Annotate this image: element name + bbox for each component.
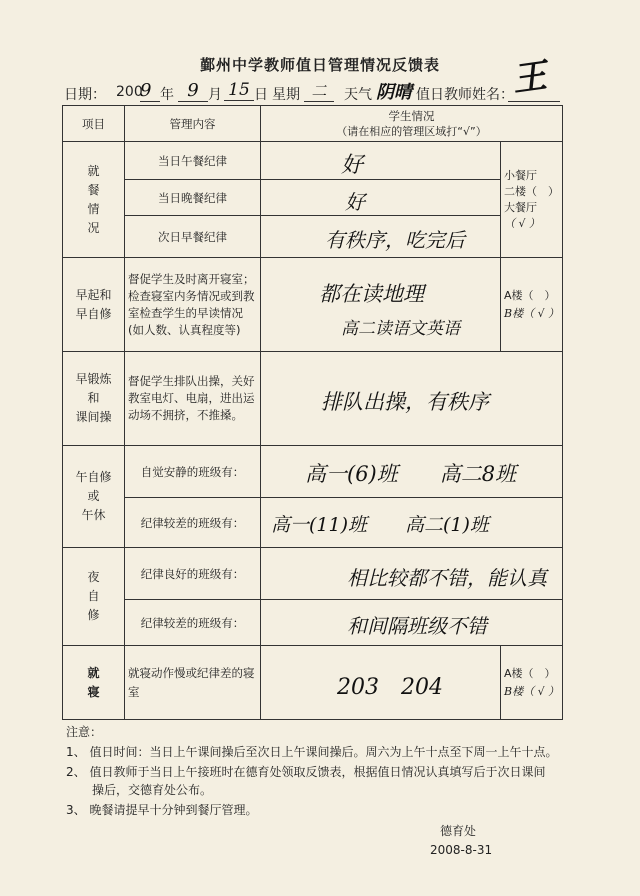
- header-student-instruction: （请在相应的管理区域打“√”）: [336, 124, 487, 138]
- header-content: 管理内容: [125, 106, 261, 142]
- dinner-discipline-answer: 好: [261, 180, 501, 216]
- table-row: [63, 352, 563, 446]
- table-row: [63, 258, 563, 352]
- month-handwritten: 9: [178, 80, 208, 102]
- dinner-discipline-label: 当日晚餐纪律: [125, 180, 261, 216]
- header-item: 项目: [63, 106, 125, 142]
- category-bedtime: 就 寝: [63, 646, 125, 720]
- lunch-discipline-label: 当日午餐纪律: [125, 142, 261, 180]
- table-row: [63, 142, 563, 180]
- weather-handwritten: 阴晴: [376, 82, 412, 103]
- noon-poor-answer: 高一(11)班 高二(1)班: [261, 498, 563, 548]
- note-item-2: 2、 值日教师于当日上午接班时在德育处领取反馈表，根据值日情况认真填写后于次日课间: [66, 765, 546, 779]
- category-morning: 早起和 早自修: [63, 258, 125, 352]
- day-label: 日: [254, 87, 268, 103]
- table-row: [63, 600, 563, 646]
- year-handwritten: 9: [140, 80, 160, 102]
- form-title: 鄞州中学教师值日管理情况反馈表: [199, 56, 440, 74]
- table-row: [63, 216, 563, 258]
- note-item-1: 1、 值日时间：当日上午课间操后至次日上午课间操后。周六为上午十点至下周一上午十点。: [66, 745, 558, 759]
- year-prefix: 200: [116, 84, 143, 100]
- category-dining: 就 餐 情 况: [63, 142, 125, 258]
- lunch-discipline-answer: 好: [261, 142, 501, 180]
- evening-poor-label: 纪律较差的班级有：: [125, 600, 261, 646]
- teacher-signature: 王: [509, 55, 550, 101]
- noon-quiet-answer: 高一(6)班 高二8班: [261, 446, 563, 498]
- weather-label: 天气: [344, 87, 372, 103]
- note-item-2-continued: 操后，交德育处公布。: [92, 783, 213, 797]
- morning-building-options: A楼（ ） B楼（ √ ）: [501, 258, 563, 352]
- date-label: 日期：: [64, 87, 106, 103]
- category-exercise: 早锻炼 和 课间操: [63, 352, 125, 446]
- feedback-table: [62, 105, 563, 720]
- noon-quiet-label: 自觉安静的班级有：: [125, 446, 261, 498]
- morning-answer: 都在读地理 高二读语文英语: [261, 258, 501, 352]
- teacher-name-label: 值日教师姓名：: [416, 87, 514, 103]
- breakfast-discipline-label: 次日早餐纪律: [125, 216, 261, 258]
- header-student-status: [261, 106, 563, 142]
- issuing-department: 德育处: [440, 824, 477, 838]
- issue-date: 2008-8-31: [430, 843, 493, 857]
- bedtime-answer: 203 204: [261, 646, 501, 720]
- exercise-description: 督促学生排队出操，关好教室电灯、电扇，进出运动场不拥挤，不推搡。: [125, 352, 261, 446]
- table-row: [63, 446, 563, 498]
- evening-good-answer: 相比较都不错，能认真: [261, 548, 563, 600]
- weekday-label: 星期: [272, 87, 300, 103]
- weekday-handwritten: 二: [304, 80, 334, 102]
- month-label: 月: [208, 87, 222, 103]
- table-row: [63, 498, 563, 548]
- table-header-row: [63, 106, 563, 142]
- bedtime-description: 就寝动作慢或纪律差的寝室: [125, 646, 261, 720]
- noon-poor-label: 纪律较差的班级有：: [125, 498, 261, 548]
- notes-heading: 注意：: [66, 725, 103, 739]
- evening-poor-answer: 和间隔班级不错: [261, 600, 563, 646]
- category-noon: 午自修 或 午休: [63, 446, 125, 548]
- table-row: [63, 548, 563, 600]
- dining-hall-options: 小餐厅 二楼（ ） 大餐厅 （ √ ）: [501, 142, 563, 258]
- teacher-name-underline: [508, 101, 560, 102]
- header-student-title: 学生情况: [388, 108, 435, 123]
- breakfast-discipline-answer: 有秩序，吃完后: [261, 216, 501, 258]
- exercise-answer: 排队出操，有秩序: [261, 352, 563, 446]
- table-row: [63, 180, 563, 216]
- table-row: [63, 646, 563, 720]
- bedtime-building-options: A楼（ ） B楼（ √ ）: [501, 646, 563, 720]
- day-handwritten: 15: [224, 80, 254, 101]
- morning-description: 督促学生及时离开寝室；检查寝室内务情况或到教室检查学生的早读情况(如人数、认真程度等): [125, 258, 261, 352]
- year-label: 年: [160, 87, 174, 103]
- evening-good-label: 纪律良好的班级有：: [125, 548, 261, 600]
- category-evening: 夜 自 修: [63, 548, 125, 646]
- note-item-3: 3、 晚餐请提早十分钟到餐厅管理。: [66, 803, 258, 817]
